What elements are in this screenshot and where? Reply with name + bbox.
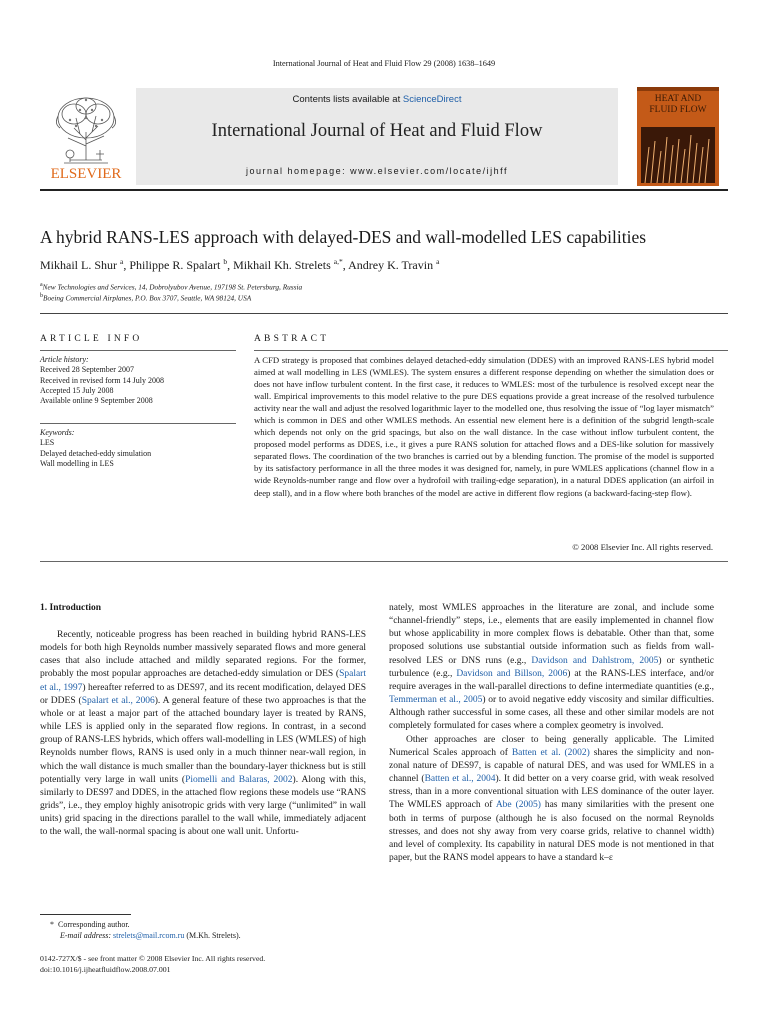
journal-banner: [136, 88, 618, 185]
contents-line: [136, 94, 618, 105]
history-item: Received 28 September 2007: [40, 365, 134, 375]
author-sup[interactable]: b: [223, 257, 228, 266]
keyword-item: Wall modelling in LES: [40, 458, 114, 468]
journal-cover: [637, 87, 719, 186]
affiliation-b: [40, 293, 251, 302]
keywords-label: Keywords:: [40, 428, 75, 437]
keyword-item: LES: [40, 438, 55, 448]
running-head: International Journal of Heat and Fluid Flow 29 (2008) 1638–1649: [272, 59, 496, 68]
affiliation-sup: a: [40, 282, 43, 288]
cover-flow-image-icon: [641, 127, 715, 183]
affiliation-text: New Technologies and Services, 14, Dobrolyubov Avenue, 197198 St. Petersburg, Russia: [42, 282, 303, 292]
footnote-marker: *: [50, 920, 54, 929]
doi-line[interactable]: doi:10.1016/j.ijheatfluidflow.2008.07.001: [40, 965, 171, 974]
abstract-copyright: © 2008 Elsevier Inc. All rights reserved.: [572, 542, 713, 552]
text-run: Recently, noticeable progress has been reached in building hybrid RANS-LES models for both high Reynolds number massively separated flows and more general cases that also include attached and mildly separated regions. For the former, probably the most popular approaches are detached-eddy simulation or DES (: [40, 630, 366, 680]
author-sup[interactable]: a: [436, 257, 440, 266]
cover-title-line-2: FLUID FLOW: [649, 105, 707, 115]
text-run: ) or synthetic turbulence (e.g.,: [389, 655, 714, 679]
article-info-rule: [40, 350, 236, 351]
footnote: [40, 919, 370, 941]
article-title: A hybrid RANS-LES approach with delayed-DES and wall-modelled LES capabilities: [40, 227, 647, 247]
history-item: Available online 9 September 2008: [40, 396, 153, 406]
email-suffix: (M.Kh. Strelets).: [186, 931, 241, 940]
affiliation-text: Boeing Commercial Airplanes, P.O. Box 3707, Seattle, WA 98124, USA: [43, 293, 252, 303]
author-name: Mikhail L. Shur: [40, 258, 117, 272]
footnote-corresponding: [40, 919, 370, 930]
citation-link[interactable]: Piomelli and Balaras, 2002: [185, 774, 293, 785]
abstract-heading: ABSTRACT: [254, 334, 330, 344]
cover-title: [637, 94, 719, 116]
footnote-label: Corresponding author.: [58, 920, 130, 929]
text-run: has many similarities with the present one both in terms of purpose (although he is also focused on the normal Reynolds stresses, and does not shy away from very coarse grids, relative to channel width) and level of complexity. Its capability in natural DES mode is not mentioned in that paper, but the RANS model appears to have a standard k–ε: [389, 800, 715, 863]
affiliation-sup: b: [40, 293, 43, 299]
citation-link[interactable]: Spalart et al., 2006: [81, 695, 155, 706]
text-run: nately, most WMLES approaches in the literature are zonal, and include some “channel-friendly” steps, i.e., elements that are easily implemented in channel flow but whose applicability in more complex flows is debatable. Other than that, some proposed solutions use substantial outside information such as fields from wall-resolved LES or DNS runs (e.g.,: [389, 603, 714, 666]
text-run: ) hereafter referred to as DES97, and its recent modification, delayed DES or DDES (: [40, 682, 367, 706]
text-run: shares the simplicity and non-zonal nature of DES97, is capable of natural DES, and was used for WMLES in a channel (: [389, 747, 714, 785]
keyword-item: Delayed detached-eddy simulation: [40, 448, 152, 458]
abstract-text: A CFD strategy is proposed that combines delayed detached-eddy simulation (DDES) with an improved RANS-LES hybrid model aimed at wall modelling in LES (WMLES). The system ensures a different response depending on whether the simulation does or does not have inflow turbulent content. In the first case, it reduces to WMLES: most of the turbulence is resolved except near the wall. Empirical improvements to this model relative to the pure DES equations provide a great increase of the resolved turbulence activity near the wall and adjust the resolved logarithmic layer to the modelled one, thus resolving the issue of “log layer mismatch” which is common in DES and other WMLES methods. An essential new element here is a definition of the subgrid length-scale which depends not only on the grid spacings, but also on the wall distance. In the case without inflow turbulent content, the proposed model performs as DDES, i.e., it gives a pure RANS solution for attached flows and a DES-like solution for massively separated flows. The coordination of the two branches is carried out by a blending function. The promise of the model is supported by its satisfactory performance in all the three modes it was designed for, namely, in pure WMLES applications (channel flow in a wide Reynolds-number range and flow over a hydrofoil with trailing-edge separation), in a natural DDES application (an airfoil in deep stall), and in a flow where both branches of the model are active in different flow regions (a backward-facing-step flow).: [254, 355, 714, 498]
paragraph: [389, 602, 714, 734]
article-info-heading: ARTICLE INFO: [40, 334, 143, 344]
keywords-rule: [40, 423, 236, 424]
issn-line: 0142-727X/$ - see front matter © 2008 Elsevier Inc. All rights reserved.: [40, 954, 266, 963]
body-column-left: [40, 629, 366, 840]
text-run: ). A general feature of these two approaches is that the whole or at least a major part of the attached boundary layer is treated by RANS, while LES is applied only in the separated flow regions. In contrast, in a second group of RANS-LES hybrids, which offers wall-modelling in LES (WMLES) of high Reynolds number flows, RANS is used only in a much thinner near-wall region, in which the wall distance is much smaller than the boundary-layer thickness but is still potentially very large in wall units (: [40, 695, 366, 785]
cover-top-band: [637, 87, 719, 91]
citation-link[interactable]: Davidson and Dahlstrom, 2005: [531, 655, 659, 666]
history-label: Article history:: [40, 355, 89, 364]
email-link[interactable]: strelets@mail.rcom.ru: [113, 931, 185, 940]
author-sup[interactable]: a: [120, 257, 124, 266]
citation-link[interactable]: Batten et al., 2004: [424, 774, 496, 785]
history-item: Accepted 15 July 2008: [40, 385, 114, 395]
citation-link[interactable]: Abe (2005): [495, 800, 541, 811]
introduction-heading: 1. Introduction: [40, 603, 102, 613]
footnote-rule: [40, 914, 131, 915]
text-run: ). It did better on a very coarse grid, with weak resolved stress, than in a more conventional situation with LES dominance of the outer layer. The WMLES approach of: [389, 774, 715, 811]
citation-link[interactable]: Spalart et al., 1997: [40, 669, 366, 693]
text-run: ) at the RANS-LES interface, and/or require averages in the wall-parallel directions to define intermediate quantities (e.g.,: [389, 668, 714, 692]
history-item: Received in revised form 14 July 2008: [40, 375, 164, 385]
paragraph: [389, 734, 714, 866]
body-column-right: [389, 602, 714, 865]
contents-prefix: Contents lists available at: [292, 94, 403, 105]
text-run: ). Along with this, similarly to DES97 and DDES, in the attached flow regions these models use “RANS grids”, i.e., they employ highly anisotropic grids with very large (“unlimited” in wall units) grid spacing in the directions parallel to the wall while, immediately adjacent to the wall, the wall-normal spacing is about one wall unit. Unfortu-: [40, 774, 366, 838]
text-run: Other approaches are closer to being generally applicable. The Limited Numerical Scales approach of: [389, 734, 714, 758]
abstract-bottom-rule: [40, 561, 728, 562]
author-name: Philippe R. Spalart: [129, 258, 221, 272]
citation-link[interactable]: Temmerman et al., 2005: [389, 695, 483, 706]
text-run: ) or to avoid negative eddy viscosity and similar difficulties. Although rather successful in some cases, all these and other similar models are not completely formulated for cases where a complex geometry is involved.: [389, 695, 714, 732]
journal-homepage[interactable]: journal homepage: www.elsevier.com/locate/ijhff: [246, 166, 508, 176]
author-list: Mikhail L. Shur $^a$, Philippe R. Spalart $^b$, Mikhail Kh. Strelets $^{a,*}$, Andrey K. Travin $^a$: [40, 257, 440, 272]
title-rule: [40, 313, 728, 314]
paragraph: [40, 629, 366, 840]
abstract-rule: [254, 350, 728, 351]
keywords: [40, 428, 236, 469]
author-name: Andrey K. Travin: [348, 258, 434, 272]
journal-name: International Journal of Heat and Fluid Flow: [211, 121, 543, 141]
affiliation-a: [40, 282, 302, 291]
front-matter-info: [40, 953, 265, 975]
article-history: [40, 355, 236, 406]
elsevier-tree-icon: [40, 88, 132, 185]
elsevier-wordmark: ELSEVIER: [50, 166, 122, 182]
author-name: Mikhail Kh. Strelets: [233, 258, 331, 272]
sciencedirect-link[interactable]: ScienceDirect: [402, 94, 462, 105]
cover-title-line-1: HEAT AND: [654, 94, 702, 104]
footnote-email: [40, 930, 370, 941]
citation-link[interactable]: Davidson and Billson, 2006: [456, 668, 568, 679]
elsevier-logo: [40, 88, 132, 185]
email-label: E-mail address:: [60, 931, 112, 940]
citation-link[interactable]: Batten et al. (2002): [511, 747, 590, 758]
author-sup[interactable]: a,*: [333, 257, 343, 266]
header-rule: [40, 189, 728, 191]
